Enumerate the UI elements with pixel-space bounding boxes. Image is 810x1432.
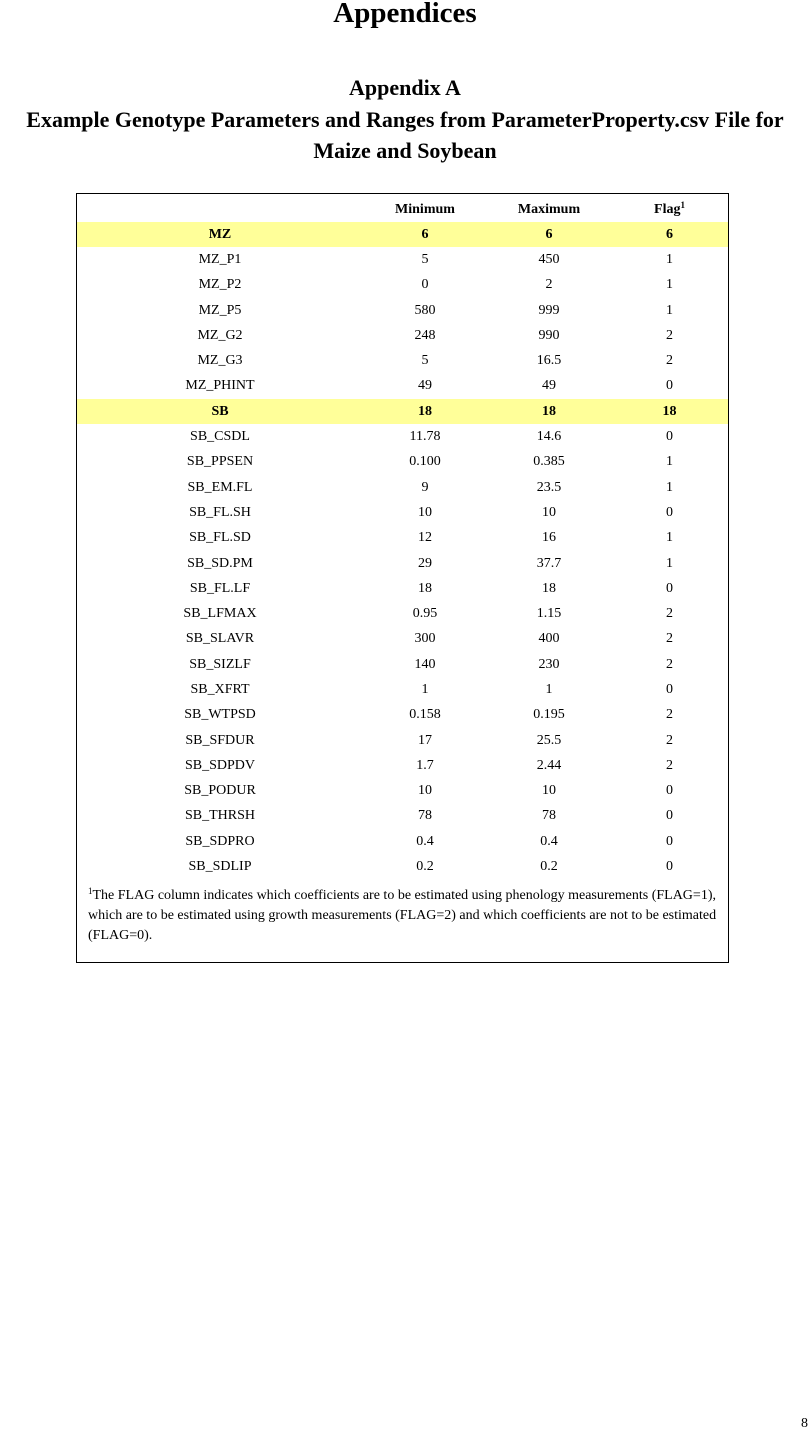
cell-maximum: 0.385 xyxy=(533,454,565,470)
cell-minimum: 10 xyxy=(418,504,432,520)
cell-flag: 2 xyxy=(666,732,673,748)
cell-minimum: 1 xyxy=(421,681,429,697)
cell-minimum: 17 xyxy=(418,732,432,748)
cell-parameter-name: SB_LFMAX xyxy=(183,606,257,622)
cell-minimum: 10 xyxy=(418,783,432,799)
cell-minimum: 12 xyxy=(418,530,432,546)
cell-parameter-name: SB_SIZLF xyxy=(189,656,251,672)
cell-maximum: 990 xyxy=(538,327,560,343)
cell-maximum: 18 xyxy=(542,580,556,596)
header-minimum: Minimum xyxy=(395,201,455,217)
footnote-text: The FLAG column indicates which coefficients are to be estimated using phenology measurements (FLAG=1), which are to be estimated using growth measurements (FLAG=2) and which coefficients are not to be estimated (FLAG=0). xyxy=(88,888,717,943)
cell-minimum: 0.2 xyxy=(416,859,434,875)
cell-parameter-name: SB_PPSEN xyxy=(186,454,254,470)
table-row xyxy=(77,273,728,298)
cell-minimum: 0 xyxy=(421,277,429,293)
cell-parameter-name: MZ_PHINT xyxy=(185,378,255,394)
cell-flag: 1 xyxy=(666,530,673,546)
table-row xyxy=(77,475,728,500)
cell-flag: 2 xyxy=(666,327,673,343)
cell-minimum: 29 xyxy=(418,555,432,571)
cell-parameter-name: MZ xyxy=(77,222,363,247)
page-heading: Appendices xyxy=(333,0,477,29)
table-row xyxy=(77,247,728,272)
cell-parameter-name: SB_THRSH xyxy=(184,808,256,824)
cell-minimum: 248 xyxy=(414,327,436,343)
cell-maximum: 37.7 xyxy=(536,555,562,571)
cell-flag: 6 xyxy=(611,222,728,247)
table-group-row xyxy=(77,399,728,424)
cell-flag: 0 xyxy=(666,429,673,445)
header-flag xyxy=(611,197,728,222)
cell-parameter-name: MZ_G2 xyxy=(197,327,243,343)
cell-flag: 0 xyxy=(666,783,673,799)
cell-maximum: 2 xyxy=(545,277,553,293)
table-header xyxy=(77,197,728,222)
cell-maximum: 49 xyxy=(542,378,556,394)
cell-parameter-name: SB_EM.FL xyxy=(187,479,253,495)
parameter-table-box xyxy=(76,193,729,963)
cell-flag: 1 xyxy=(666,555,673,571)
cell-parameter-name: MZ_P1 xyxy=(198,251,242,267)
cell-flag: 1 xyxy=(666,479,673,495)
table-row xyxy=(77,348,728,373)
cell-minimum: 300 xyxy=(414,631,436,647)
parameter-table xyxy=(77,197,728,880)
cell-flag: 0 xyxy=(666,808,673,824)
cell-parameter-name: SB_CSDL xyxy=(190,429,250,445)
table-row xyxy=(77,374,728,399)
cell-minimum: 5 xyxy=(421,251,429,267)
appendix-title-line-1: Example Genotype Parameters and Ranges from ParameterProperty.csv File for xyxy=(26,107,784,132)
table-row xyxy=(77,500,728,525)
cell-maximum: 10 xyxy=(542,783,556,799)
cell-parameter-name: SB_SD.PM xyxy=(187,555,253,571)
table-row xyxy=(77,753,728,778)
footnote-marker: 1 xyxy=(88,886,93,896)
page-number: 8 xyxy=(801,1416,808,1431)
table-row xyxy=(77,703,728,728)
cell-parameter-name: SB_SDLIP xyxy=(188,859,252,875)
table-row xyxy=(77,298,728,323)
cell-flag: 0 xyxy=(666,504,673,520)
cell-flag: 1 xyxy=(666,302,673,318)
table-row xyxy=(77,728,728,753)
cell-flag: 2 xyxy=(666,606,673,622)
cell-maximum: 23.5 xyxy=(536,479,562,495)
table-row xyxy=(77,804,728,829)
cell-minimum: 1.7 xyxy=(416,757,434,773)
cell-flag: 2 xyxy=(666,757,673,773)
cell-minimum: 0.4 xyxy=(416,833,434,849)
table-row xyxy=(77,551,728,576)
cell-minimum: 18 xyxy=(363,399,487,424)
appendix-title-line-2: Maize and Soybean xyxy=(313,138,497,163)
cell-parameter-name: SB_SDPDV xyxy=(184,757,256,773)
cell-flag: 2 xyxy=(666,631,673,647)
cell-flag: 1 xyxy=(666,277,673,293)
cell-minimum: 140 xyxy=(414,656,436,672)
cell-minimum: 0.100 xyxy=(409,454,441,470)
table-row xyxy=(77,424,728,449)
table-row xyxy=(77,652,728,677)
cell-maximum: 450 xyxy=(538,251,560,267)
cell-maximum: 18 xyxy=(487,399,611,424)
cell-maximum: 16.5 xyxy=(536,353,562,369)
header-flag-label: Flag xyxy=(654,201,681,217)
cell-parameter-name: SB_FL.SD xyxy=(189,530,251,546)
cell-parameter-name: SB_PODUR xyxy=(184,783,256,799)
cell-minimum: 0.95 xyxy=(412,606,438,622)
cell-parameter-name: SB_XFRT xyxy=(190,681,250,697)
cell-parameter-name: SB_SFDUR xyxy=(185,732,255,748)
cell-flag: 1 xyxy=(666,251,673,267)
cell-maximum: 0.195 xyxy=(533,707,565,723)
cell-minimum: 9 xyxy=(421,479,429,495)
cell-parameter-name: SB_SLAVR xyxy=(185,631,255,647)
cell-parameter-name: MZ_P5 xyxy=(198,302,242,318)
table-row xyxy=(77,779,728,804)
cell-parameter-name: SB_FL.LF xyxy=(189,580,251,596)
cell-maximum: 1.15 xyxy=(536,606,562,622)
cell-flag: 0 xyxy=(666,859,673,875)
cell-flag: 1 xyxy=(666,454,673,470)
table-group-row xyxy=(77,222,728,247)
table-row xyxy=(77,323,728,348)
table-row xyxy=(77,677,728,702)
cell-minimum: 49 xyxy=(418,378,432,394)
table-footnote xyxy=(88,886,724,946)
table-row xyxy=(77,829,728,854)
table-row xyxy=(77,854,728,879)
cell-parameter-name: MZ_G3 xyxy=(197,353,243,369)
cell-flag: 0 xyxy=(666,580,673,596)
cell-parameter-name: SB xyxy=(77,399,363,424)
cell-maximum: 78 xyxy=(542,808,556,824)
cell-minimum: 0.158 xyxy=(409,707,441,723)
cell-minimum: 18 xyxy=(418,580,432,596)
table-row xyxy=(77,576,728,601)
cell-flag: 0 xyxy=(666,681,673,697)
cell-maximum: 25.5 xyxy=(536,732,562,748)
cell-parameter-name: SB_WTPSD xyxy=(184,707,256,723)
cell-minimum: 78 xyxy=(418,808,432,824)
cell-maximum: 6 xyxy=(487,222,611,247)
cell-maximum: 0.4 xyxy=(540,833,558,849)
cell-flag: 2 xyxy=(666,656,673,672)
table-row xyxy=(77,627,728,652)
cell-flag: 18 xyxy=(611,399,728,424)
cell-flag: 0 xyxy=(666,378,673,394)
cell-maximum: 230 xyxy=(538,656,560,672)
cell-flag: 2 xyxy=(666,707,673,723)
table-row xyxy=(77,450,728,475)
cell-minimum: 6 xyxy=(363,222,487,247)
cell-minimum: 580 xyxy=(414,302,436,318)
cell-maximum: 400 xyxy=(538,631,560,647)
cell-maximum: 0.2 xyxy=(540,859,558,875)
table-body xyxy=(77,222,728,880)
table-header-row xyxy=(77,197,728,222)
appendix-label: Appendix A xyxy=(349,75,461,100)
table-row xyxy=(77,526,728,551)
cell-maximum: 1 xyxy=(545,681,553,697)
cell-flag: 0 xyxy=(666,833,673,849)
appendix-title xyxy=(0,104,810,166)
cell-maximum: 10 xyxy=(542,504,556,520)
cell-maximum: 14.6 xyxy=(536,429,562,445)
cell-parameter-name: SB_SDPRO xyxy=(185,833,255,849)
cell-maximum: 999 xyxy=(538,302,560,318)
cell-maximum: 2.44 xyxy=(536,757,562,773)
cell-maximum: 16 xyxy=(542,530,556,546)
header-flag-footnote-marker: 1 xyxy=(680,199,685,210)
cell-minimum: 5 xyxy=(421,353,429,369)
cell-minimum: 11.78 xyxy=(409,429,441,445)
cell-flag: 2 xyxy=(666,353,673,369)
header-maximum: Maximum xyxy=(517,201,581,217)
cell-parameter-name: SB_FL.SH xyxy=(189,504,251,520)
header-name xyxy=(77,197,363,222)
table-row xyxy=(77,601,728,626)
cell-parameter-name: MZ_P2 xyxy=(198,277,242,293)
